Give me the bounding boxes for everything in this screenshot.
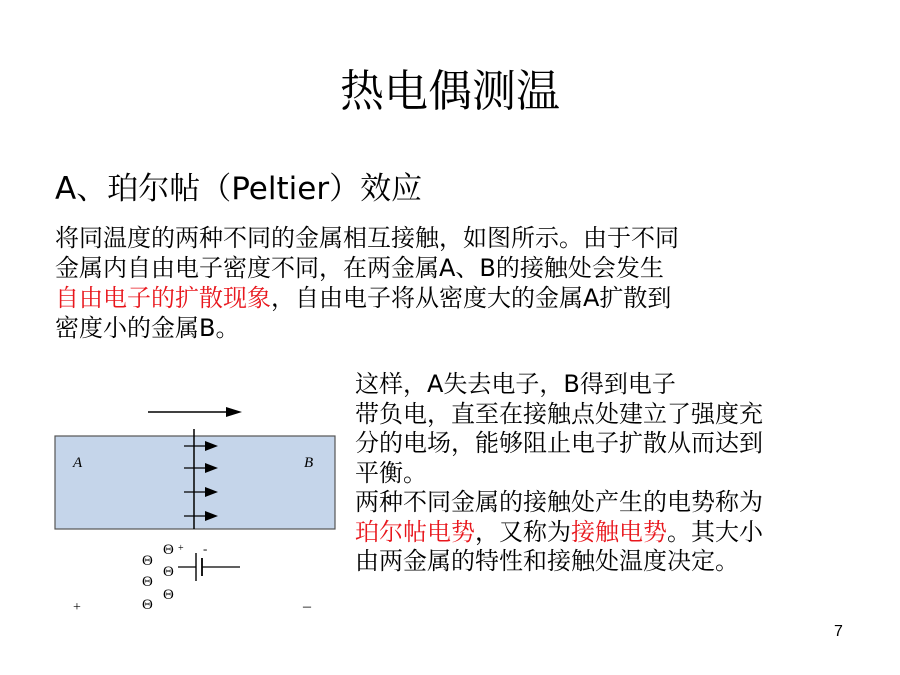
theta-symbol: Θ: [142, 574, 153, 590]
intro-line-3-rest: ，自由电子将从密度大的金属A扩散到: [271, 284, 672, 312]
explanation-line-4: 平衡。: [355, 458, 427, 487]
diffusion-direction-arrow: [148, 407, 242, 417]
metal-b-label: B: [304, 455, 314, 471]
intro-line-2: 金属内自由电子密度不同，在两金属A、B的接触处会发生: [55, 254, 664, 282]
theta-symbol: Θ: [163, 587, 174, 603]
explanation-line-7: 由两金属的特性和接触处温度决定。: [355, 547, 739, 575]
explanation-line-3: 分的电场，能够阻止电子扩散从而达到: [355, 429, 763, 457]
positive-terminal: +: [73, 600, 81, 615]
explanation-line-2: 带负电，直至在接触点处建立了强度充: [355, 399, 763, 428]
charge-symbols: [142, 541, 207, 613]
page-number: 7: [834, 623, 843, 640]
slide-title: 热电偶测温: [340, 66, 560, 117]
explanation-paragraph: [355, 370, 875, 577]
metal-block: [55, 436, 335, 529]
theta-symbol: Θ: [142, 597, 153, 613]
highlight-contact-emf: 接触电势: [571, 517, 667, 546]
theta-symbol: Θ: [142, 553, 153, 569]
explanation-line-6-end: 。其大小: [667, 517, 763, 546]
negative-terminal: –: [303, 598, 311, 615]
intro-line-4: 密度小的金属B。: [55, 314, 240, 342]
explanation-line-1: 这样，A失去电子，B得到电子: [355, 370, 676, 398]
small-plus: +: [178, 543, 184, 554]
intro-line-3: [55, 283, 855, 313]
highlight-diffusion: 自由电子的扩散现象: [55, 284, 271, 312]
theta-symbol: Θ: [163, 564, 174, 580]
highlight-peltier-emf: 珀尔帖电势: [355, 517, 475, 546]
explanation-line-5: 两种不同金属的接触处产生的电势称为: [355, 488, 763, 516]
theta-symbol: Θ: [163, 542, 174, 558]
battery-symbol: [178, 553, 240, 581]
section-heading: A、珀尔帖（Peltier）效应: [55, 171, 423, 207]
small-minus: -: [203, 541, 208, 556]
explanation-line-6: [355, 518, 875, 548]
peltier-diagram: [0, 395, 345, 620]
intro-line-1: 将同温度的两种不同的金属相互接触，如图所示。由于不同: [55, 224, 679, 252]
explanation-line-6-mid: ，又称为: [475, 517, 571, 546]
metal-a-label: A: [73, 455, 83, 471]
intro-paragraph: [55, 223, 855, 343]
